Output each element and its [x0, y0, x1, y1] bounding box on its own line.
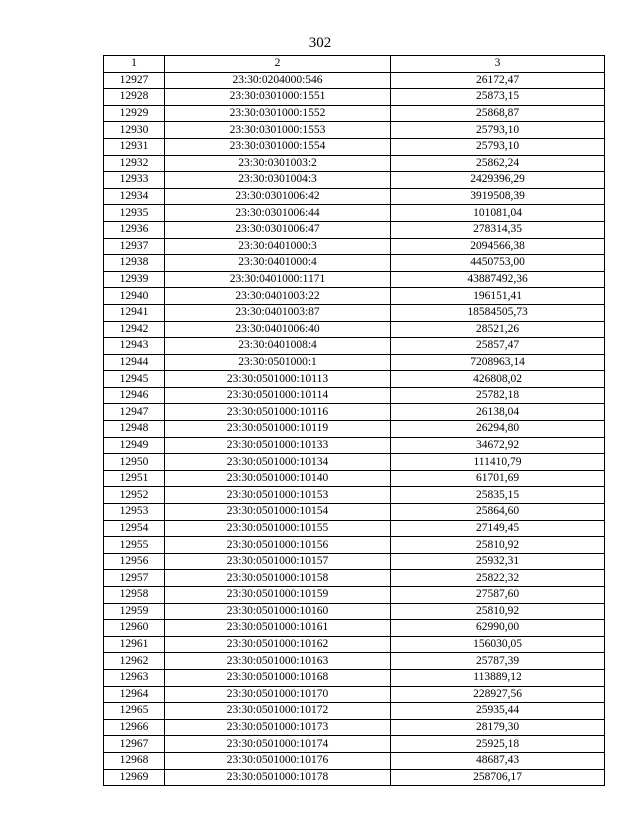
- table-row: [104, 487, 605, 504]
- cadastral-number-cell: 23:30:0301000:1554: [165, 138, 391, 155]
- cadastral-number-cell: 23:30:0501000:10154: [165, 504, 391, 521]
- value-cell: 25864,60: [391, 504, 605, 521]
- row-number-cell: 12928: [104, 89, 165, 106]
- table-row: [104, 271, 605, 288]
- table-row: [104, 752, 605, 769]
- row-number-cell: 12943: [104, 338, 165, 355]
- table-row: [104, 636, 605, 653]
- table-row: [104, 553, 605, 570]
- table-row: [104, 387, 605, 404]
- table-row: [104, 354, 605, 371]
- table-row: [104, 504, 605, 521]
- value-cell: 28521,26: [391, 321, 605, 338]
- value-cell: 25787,39: [391, 653, 605, 670]
- cadastral-number-cell: 23:30:0501000:10161: [165, 620, 391, 637]
- row-number-cell: 12931: [104, 138, 165, 155]
- cadastral-number-cell: 23:30:0301000:1553: [165, 122, 391, 139]
- value-cell: 25857,47: [391, 338, 605, 355]
- cadastral-number-cell: 23:30:0501000:10163: [165, 653, 391, 670]
- value-cell: 25810,92: [391, 537, 605, 554]
- cadastral-number-cell: 23:30:0301004:3: [165, 172, 391, 189]
- value-cell: 26172,47: [391, 72, 605, 89]
- table-row: [104, 138, 605, 155]
- value-cell: 3919508,39: [391, 188, 605, 205]
- table-row: [104, 470, 605, 487]
- row-number-cell: 12933: [104, 172, 165, 189]
- row-number-cell: 12947: [104, 404, 165, 421]
- table-row: [104, 338, 605, 355]
- row-number-cell: 12927: [104, 72, 165, 89]
- cadastral-number-cell: 23:30:0301006:42: [165, 188, 391, 205]
- table-row: [104, 371, 605, 388]
- row-number-cell: 12945: [104, 371, 165, 388]
- value-cell: 25822,32: [391, 570, 605, 587]
- value-cell: 111410,79: [391, 454, 605, 471]
- cadastral-number-cell: 23:30:0501000:10178: [165, 769, 391, 786]
- cadastral-number-cell: 23:30:0501000:10153: [165, 487, 391, 504]
- row-number-cell: 12962: [104, 653, 165, 670]
- value-cell: 2429396,29: [391, 172, 605, 189]
- value-cell: 25835,15: [391, 487, 605, 504]
- row-number-cell: 12964: [104, 686, 165, 703]
- cadastral-number-cell: 23:30:0401006:40: [165, 321, 391, 338]
- table-row: [104, 653, 605, 670]
- row-number-cell: 12941: [104, 304, 165, 321]
- cadastral-value-table: [103, 55, 605, 786]
- row-number-cell: 12949: [104, 437, 165, 454]
- table-row: [104, 155, 605, 172]
- table-row: [104, 288, 605, 305]
- table-row: [104, 188, 605, 205]
- value-cell: 2094566,38: [391, 238, 605, 255]
- table-row: [104, 321, 605, 338]
- cadastral-number-cell: 23:30:0204000:546: [165, 72, 391, 89]
- cadastral-number-cell: 23:30:0301003:2: [165, 155, 391, 172]
- cadastral-number-cell: 23:30:0301006:44: [165, 205, 391, 222]
- table-row: [104, 703, 605, 720]
- value-cell: 25868,87: [391, 105, 605, 122]
- cadastral-number-cell: 23:30:0501000:10160: [165, 603, 391, 620]
- table-row: [104, 454, 605, 471]
- column-header-3: 3: [391, 56, 605, 73]
- cadastral-number-cell: 23:30:0501000:10155: [165, 520, 391, 537]
- table-row: [104, 304, 605, 321]
- table-row: [104, 105, 605, 122]
- row-number-cell: 12929: [104, 105, 165, 122]
- row-number-cell: 12934: [104, 188, 165, 205]
- value-cell: 25862,24: [391, 155, 605, 172]
- table-header: [104, 56, 605, 73]
- row-number-cell: 12966: [104, 719, 165, 736]
- cadastral-number-cell: 23:30:0401003:87: [165, 304, 391, 321]
- cadastral-number-cell: 23:30:0501000:10172: [165, 703, 391, 720]
- cadastral-number-cell: 23:30:0501000:10174: [165, 736, 391, 753]
- value-cell: 156030,05: [391, 636, 605, 653]
- row-number-cell: 12969: [104, 769, 165, 786]
- value-cell: 25932,31: [391, 553, 605, 570]
- value-cell: 62990,00: [391, 620, 605, 637]
- cadastral-number-cell: 23:30:0501000:10140: [165, 470, 391, 487]
- cadastral-number-cell: 23:30:0501000:10159: [165, 587, 391, 604]
- row-number-cell: 12939: [104, 271, 165, 288]
- value-cell: 278314,35: [391, 221, 605, 238]
- value-cell: 43887492,36: [391, 271, 605, 288]
- table-row: [104, 719, 605, 736]
- column-header-1: 1: [104, 56, 165, 73]
- cadastral-number-cell: 23:30:0301006:47: [165, 221, 391, 238]
- value-cell: 61701,69: [391, 470, 605, 487]
- row-number-cell: 12930: [104, 122, 165, 139]
- row-number-cell: 12942: [104, 321, 165, 338]
- row-number-cell: 12951: [104, 470, 165, 487]
- row-number-cell: 12967: [104, 736, 165, 753]
- cadastral-number-cell: 23:30:0501000:10168: [165, 669, 391, 686]
- row-number-cell: 12956: [104, 553, 165, 570]
- cadastral-number-cell: 23:30:0501000:10133: [165, 437, 391, 454]
- table-row: [104, 255, 605, 272]
- table-row: [104, 437, 605, 454]
- table-row: [104, 570, 605, 587]
- value-cell: 18584505,73: [391, 304, 605, 321]
- row-number-cell: 12950: [104, 454, 165, 471]
- table-row: [104, 172, 605, 189]
- table-row: [104, 238, 605, 255]
- header-row: [104, 56, 605, 73]
- value-cell: 4450753,00: [391, 255, 605, 272]
- row-number-cell: 12960: [104, 620, 165, 637]
- cadastral-number-cell: 23:30:0401000:1171: [165, 271, 391, 288]
- cadastral-number-cell: 23:30:0501000:10134: [165, 454, 391, 471]
- row-number-cell: 12957: [104, 570, 165, 587]
- row-number-cell: 12958: [104, 587, 165, 604]
- page-number: 302: [308, 35, 332, 51]
- table-row: [104, 537, 605, 554]
- cadastral-number-cell: 23:30:0401003:22: [165, 288, 391, 305]
- row-number-cell: 12948: [104, 421, 165, 438]
- table-row: [104, 421, 605, 438]
- value-cell: 28179,30: [391, 719, 605, 736]
- row-number-cell: 12954: [104, 520, 165, 537]
- value-cell: 7208963,14: [391, 354, 605, 371]
- row-number-cell: 12937: [104, 238, 165, 255]
- value-cell: 25935,44: [391, 703, 605, 720]
- table-row: [104, 205, 605, 222]
- row-number-cell: 12946: [104, 387, 165, 404]
- value-cell: 426808,02: [391, 371, 605, 388]
- table-row: [104, 769, 605, 786]
- row-number-cell: 12932: [104, 155, 165, 172]
- cadastral-number-cell: 23:30:0501000:10162: [165, 636, 391, 653]
- cadastral-number-cell: 23:30:0501000:1: [165, 354, 391, 371]
- value-cell: 25810,92: [391, 603, 605, 620]
- row-number-cell: 12935: [104, 205, 165, 222]
- row-number-cell: 12938: [104, 255, 165, 272]
- value-cell: 25793,10: [391, 138, 605, 155]
- table-row: [104, 520, 605, 537]
- value-cell: 26138,04: [391, 404, 605, 421]
- cadastral-number-cell: 23:30:0501000:10156: [165, 537, 391, 554]
- row-number-cell: 12959: [104, 603, 165, 620]
- value-cell: 27587,60: [391, 587, 605, 604]
- table-row: [104, 221, 605, 238]
- table-row: [104, 587, 605, 604]
- row-number-cell: 12955: [104, 537, 165, 554]
- row-number-cell: 12968: [104, 752, 165, 769]
- value-cell: 258706,17: [391, 769, 605, 786]
- table-row: [104, 736, 605, 753]
- row-number-cell: 12944: [104, 354, 165, 371]
- value-cell: 48687,43: [391, 752, 605, 769]
- table-row: [104, 686, 605, 703]
- table-body: [104, 72, 605, 786]
- cadastral-number-cell: 23:30:0501000:10157: [165, 553, 391, 570]
- row-number-cell: 12940: [104, 288, 165, 305]
- cadastral-number-cell: 23:30:0501000:10114: [165, 387, 391, 404]
- value-cell: 101081,04: [391, 205, 605, 222]
- cadastral-number-cell: 23:30:0301000:1552: [165, 105, 391, 122]
- table-row: [104, 603, 605, 620]
- row-number-cell: 12963: [104, 669, 165, 686]
- value-cell: 25782,18: [391, 387, 605, 404]
- column-header-2: 2: [165, 56, 391, 73]
- cadastral-number-cell: 23:30:0501000:10170: [165, 686, 391, 703]
- table-row: [104, 122, 605, 139]
- table-row: [104, 669, 605, 686]
- cadastral-number-cell: 23:30:0401000:4: [165, 255, 391, 272]
- table-row: [104, 72, 605, 89]
- row-number-cell: 12961: [104, 636, 165, 653]
- row-number-cell: 12953: [104, 504, 165, 521]
- value-cell: 25925,18: [391, 736, 605, 753]
- value-cell: 113889,12: [391, 669, 605, 686]
- cadastral-number-cell: 23:30:0301000:1551: [165, 89, 391, 106]
- row-number-cell: 12965: [104, 703, 165, 720]
- cadastral-number-cell: 23:30:0501000:10116: [165, 404, 391, 421]
- value-cell: 196151,41: [391, 288, 605, 305]
- cadastral-number-cell: 23:30:0501000:10113: [165, 371, 391, 388]
- cadastral-number-cell: 23:30:0501000:10119: [165, 421, 391, 438]
- cadastral-number-cell: 23:30:0401000:3: [165, 238, 391, 255]
- row-number-cell: 12936: [104, 221, 165, 238]
- cadastral-number-cell: 23:30:0501000:10158: [165, 570, 391, 587]
- value-cell: 26294,80: [391, 421, 605, 438]
- row-number-cell: 12952: [104, 487, 165, 504]
- table-row: [104, 89, 605, 106]
- cadastral-number-cell: 23:30:0501000:10176: [165, 752, 391, 769]
- cadastral-number-cell: 23:30:0501000:10173: [165, 719, 391, 736]
- value-cell: 34672,92: [391, 437, 605, 454]
- value-cell: 27149,45: [391, 520, 605, 537]
- value-cell: 25873,15: [391, 89, 605, 106]
- value-cell: 25793,10: [391, 122, 605, 139]
- cadastral-number-cell: 23:30:0401008:4: [165, 338, 391, 355]
- table-row: [104, 404, 605, 421]
- value-cell: 228927,56: [391, 686, 605, 703]
- table-row: [104, 620, 605, 637]
